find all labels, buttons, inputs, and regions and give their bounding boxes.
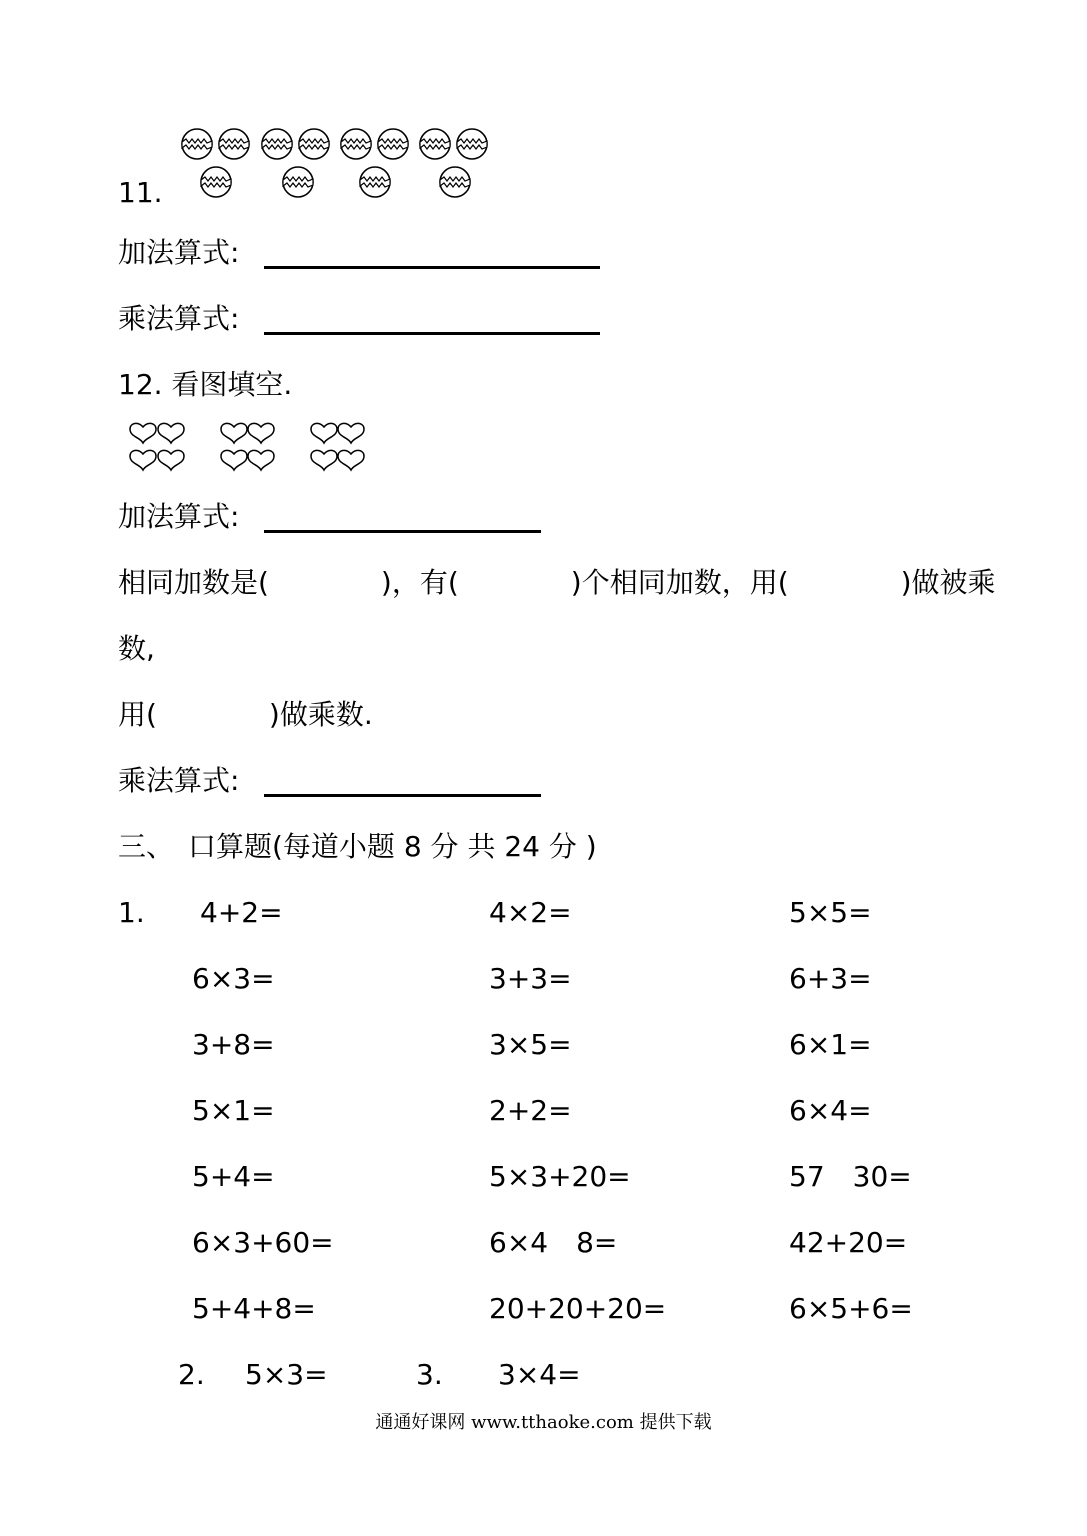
calc-problem: 5×3+20= — [489, 1160, 631, 1193]
section3-title: 三、 口算题(每道小题 8 分 共 24 分 ) — [118, 830, 597, 863]
q11-number: 11. — [118, 176, 163, 209]
q11-mul-answer-line[interactable] — [264, 332, 600, 335]
q11-add-label: 加法算式: — [118, 236, 240, 269]
calc-problem: 6×5+6= — [789, 1292, 913, 1325]
q11-add-answer-line[interactable] — [264, 266, 600, 269]
section3-q1-number: 1. — [118, 896, 145, 929]
heart-group-icon — [128, 418, 378, 478]
q12-mul-answer-line[interactable] — [264, 794, 541, 797]
calc-problem: 6×3+60= — [192, 1226, 334, 1259]
ball-group-icon — [178, 124, 498, 202]
calc-problem: 4+2= — [200, 896, 283, 929]
calc-problem: 3+3= — [489, 962, 572, 995]
balls-svg — [178, 124, 498, 202]
calc-problem: 5+4+8= — [192, 1292, 316, 1325]
calc-problem: 6+3= — [789, 962, 872, 995]
calc-problem: 4×2= — [489, 896, 572, 929]
calc-problem: 3×5= — [489, 1028, 572, 1061]
footer-credit: 通通好课网 www.tthaoke.com 提供下载 — [375, 1412, 712, 1433]
q11-mul-label: 乘法算式: — [118, 302, 240, 335]
calc-problem: 5×1= — [192, 1094, 275, 1127]
section3-q3-expr: 3×4= — [498, 1358, 581, 1391]
section3-q2-number: 2. — [178, 1358, 205, 1391]
calc-problem: 20+20+20= — [489, 1292, 667, 1325]
calc-problem: 5+4= — [192, 1160, 275, 1193]
calc-problem: 6×1= — [789, 1028, 872, 1061]
hearts-svg — [128, 418, 378, 478]
calc-problem: 2+2= — [489, 1094, 572, 1127]
section3-q2-expr: 5×3= — [245, 1358, 328, 1391]
q12-fill-line3: 用( )做乘数. — [118, 698, 373, 731]
calc-problem: 57 30= — [789, 1160, 912, 1193]
q12-mul-label: 乘法算式: — [118, 764, 240, 797]
calc-problem: 6×4= — [789, 1094, 872, 1127]
q12-fill-line2: 数, — [118, 632, 155, 665]
calc-problem: 6×4 8= — [489, 1226, 618, 1259]
q12-add-answer-line[interactable] — [264, 530, 541, 533]
calc-problem: 5×5= — [789, 896, 872, 929]
calc-problem: 6×3= — [192, 962, 275, 995]
calc-problem: 42+20= — [789, 1226, 908, 1259]
section3-q3-number: 3. — [416, 1358, 443, 1391]
q12-add-label: 加法算式: — [118, 500, 240, 533]
calc-problem: 3+8= — [192, 1028, 275, 1061]
q12-title: 12. 看图填空. — [118, 368, 293, 401]
q12-fill-line1: 相同加数是( )，有( )个相同加数，用( )做被乘 — [118, 566, 996, 599]
